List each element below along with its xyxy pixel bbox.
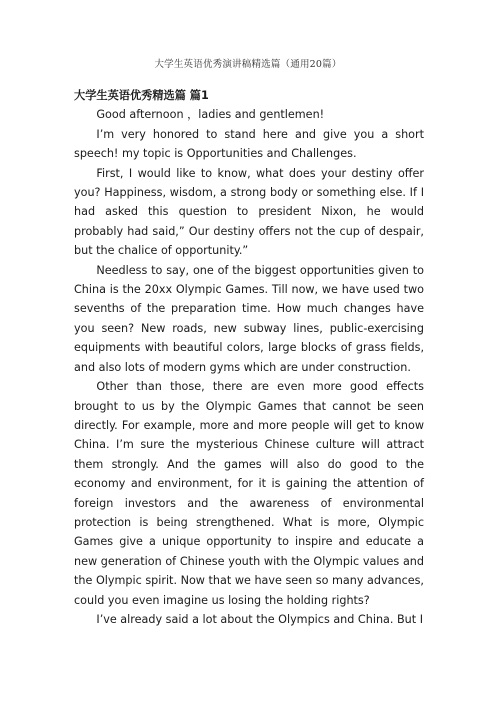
paragraph: First, I would like to know, what does your destiny offer you? Happiness, wisdom, a strong body or something else. If I had asked this question to president Nixon, he would probably had said,” Our destiny offers not the cup of despair, but the chalice of opportunity.”	[74, 166, 424, 258]
section-title: 大学生英语优秀精选篇 篇1	[74, 89, 209, 102]
paragraph: Good afternoon ，ladies and gentlemen!	[96, 108, 325, 122]
document-header: 大学生英语优秀演讲稿精选篇（通用20篇）	[154, 59, 342, 70]
document-body	[74, 86, 424, 629]
paragraph: Needless to say, one of the biggest opportunities given to China is the 20xx Olympic Games. Till now, we have used two sevenths of the preparation time. How much changes have you seen? New roads, new subway lines, public-exercising equipments with beautiful colors, large blocks of grass fields, and also lots of modern gyms which are under construction.	[74, 263, 424, 374]
paragraph: I’ve already said a lot about the Olympics and China. But I	[96, 612, 424, 626]
paragraph: I’m very honored to stand here and give you a short speech! my topic is Opportunities and Challenges.	[74, 127, 424, 161]
paragraph: Other than those, there are even more good effects brought to us by the Olympic Games that cannot be seen directly. For example, more and more people will get to know China. I’m sure the mysterious Chinese culture will attract them strongly. And the games will also do good to the economy and environment, for it is gaining the attention of foreign investors and the awareness of environmental protection is being strengthened. What is more, Olympic Games give a unique opportunity to inspire and educate a new generation of Chinese youth with the Olympic values and the Olympic spirit. Now that we have seen so many advances, could you even imagine us losing the holding rights?	[74, 380, 424, 607]
